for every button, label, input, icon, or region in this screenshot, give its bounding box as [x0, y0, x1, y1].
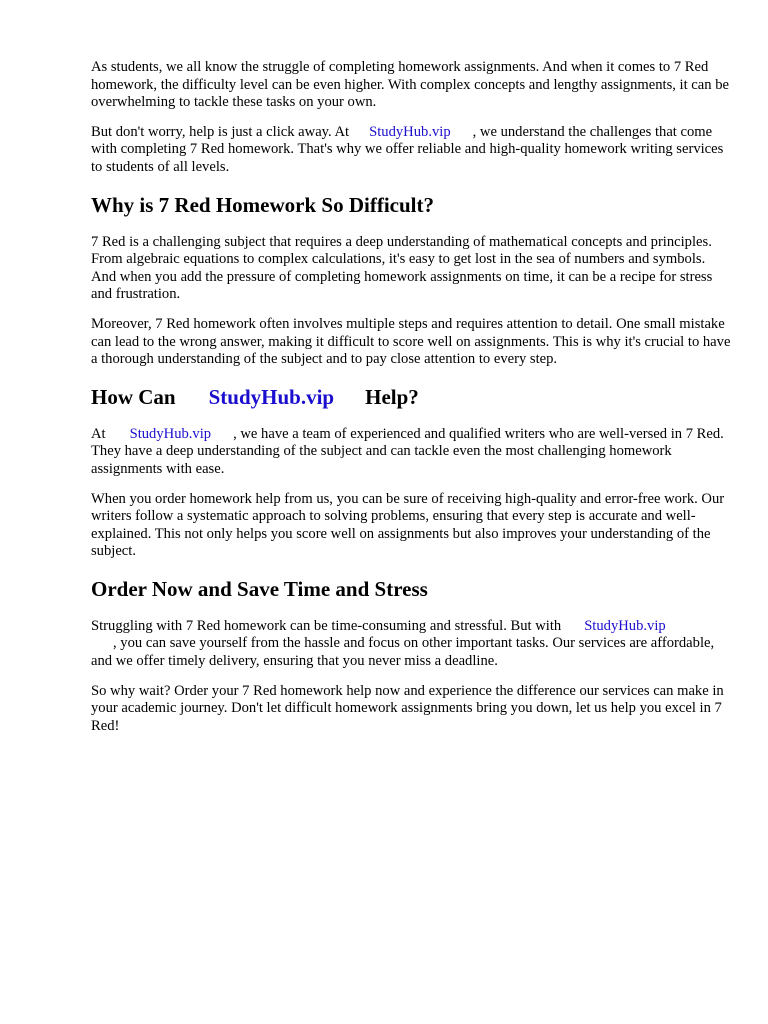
studyhub-link-order[interactable]: StudyHub.vip: [584, 617, 666, 634]
team-text-start: At: [91, 425, 106, 442]
help-text-end: , we understand the challenges that come with completing 7 Red homework. That's why we offer reliable and high-quality homework writing services to students of all levels.: [91, 123, 724, 175]
heading-how-can-help: [91, 385, 731, 409]
studyhub-heading-link[interactable]: StudyHub.vip: [208, 384, 335, 409]
intro-paragraph: [91, 59, 731, 112]
heading-how-can-text: How Can: [91, 384, 176, 409]
team-paragraph: [91, 426, 731, 479]
difficulty-paragraph: [91, 234, 731, 304]
heading-help-text: Help?: [365, 384, 419, 409]
help-paragraph: [91, 124, 731, 177]
heading-why-difficult: Why is 7 Red Homework So Difficult?: [91, 192, 434, 217]
order-text-start: Struggling with 7 Red homework can be time-consuming and stressful. But with: [91, 617, 562, 634]
intro-text: As students, we all know the struggle of completing homework assignments. And when it comes to 7 Red homework, the difficulty level can be even higher. With complex concepts and lengthy assignments, it can be overwhelming to tackle these tasks on your own.: [91, 59, 729, 111]
quality-paragraph: [91, 491, 731, 561]
closing-paragraph: [91, 683, 731, 736]
studyhub-link-team[interactable]: StudyHub.vip: [129, 425, 212, 442]
detail-paragraph: [91, 316, 731, 369]
order-paragraph: [91, 618, 731, 671]
quality-text: When you order homework help from us, you can be sure of receiving high-quality and error-free work. Our writers follow a systematic approach to solving problems, ensuring that every step is accurate and well-explained. This not only helps you score well on assignments but also improves your understanding of the subject.: [91, 490, 725, 560]
article-body: [91, 59, 731, 747]
detail-text: Moreover, 7 Red homework often involves multiple steps and requires attention to detail. One small mistake can lead to the wrong answer, making it difficult to score well on assignments. This is why it's crucial to have a thorough understanding of the subject and to pay close attention to every step.: [91, 315, 731, 368]
difficulty-text: 7 Red is a challenging subject that requires a deep understanding of mathematical concepts and principles. From algebraic equations to complex calculations, it's easy to get lost in the sea of numbers and symbols. And when you add the pressure of completing homework assignments on time, it can be a recipe for stress and frustration.: [91, 233, 713, 303]
help-text-start: But don't worry, help is just a click away. At: [91, 123, 350, 140]
closing-text: So why wait? Order your 7 Red homework help now and experience the difference our services can make in your academic journey. Don't let difficult homework assignments bring you down, let us help you excel in 7 Red!: [91, 682, 724, 734]
heading-order-now: Order Now and Save Time and Stress: [91, 576, 428, 601]
team-text-end: , we have a team of experienced and qualified writers who are well-versed in 7 Red. They have a deep understanding of the subject and can tackle even the most challenging homework assignments with ease.: [91, 425, 724, 477]
studyhub-link[interactable]: StudyHub.vip: [369, 123, 451, 140]
order-text-end: , you can save yourself from the hassle and focus on other important tasks. Our services are affordable, and we offer timely delivery, ensuring that you never miss a deadline.: [91, 635, 715, 670]
